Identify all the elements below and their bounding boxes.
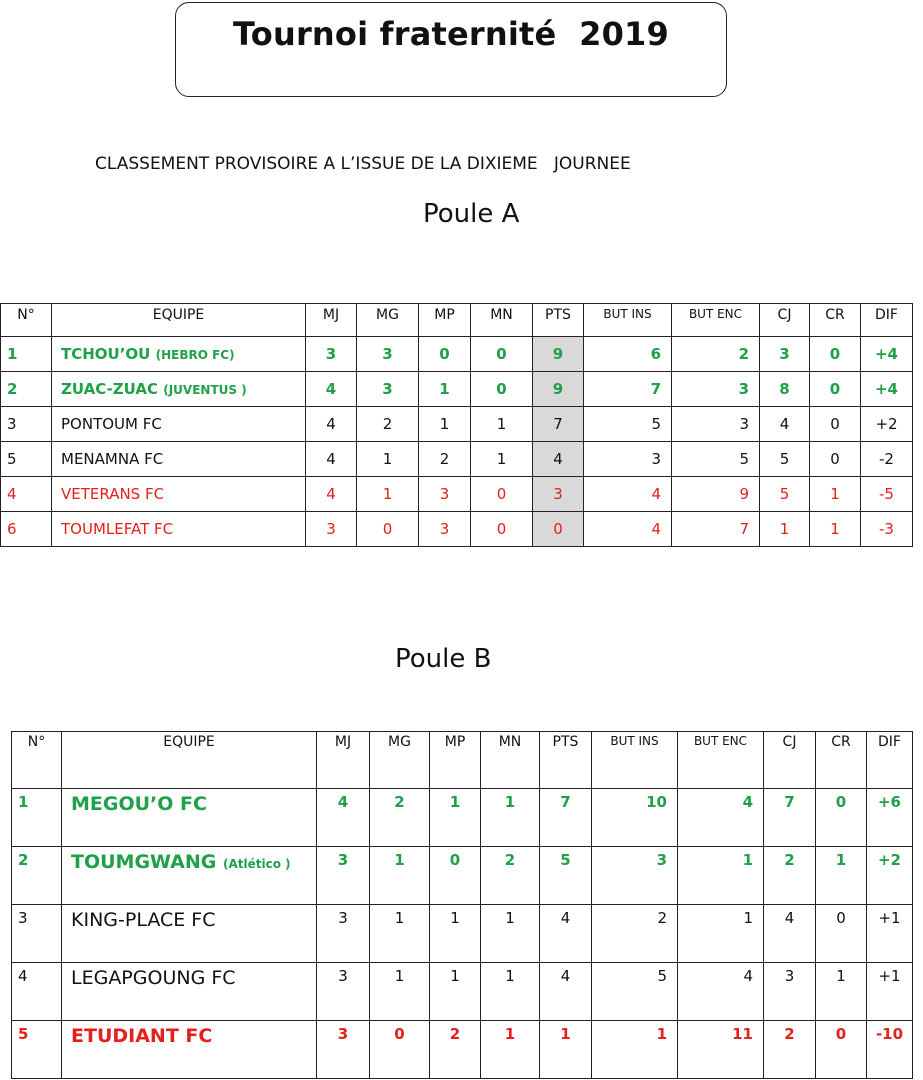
but-ins-cell: 1	[592, 1021, 678, 1079]
cj-cell: 3	[760, 337, 810, 372]
header-no: N°	[1, 304, 52, 337]
but-enc-cell: 4	[678, 963, 764, 1021]
cr-cell: 1	[810, 477, 861, 512]
team-name: VETERANS FC	[61, 485, 165, 503]
header-but-ins: BUT INS	[592, 732, 678, 789]
rank-cell: 3	[12, 905, 62, 963]
cj-cell: 2	[764, 1021, 816, 1079]
pts-cell: 0	[533, 512, 584, 547]
mn-cell: 0	[471, 477, 533, 512]
mg-cell: 1	[370, 963, 430, 1021]
team-name: TOUMGWANG	[71, 851, 217, 873]
but-ins-cell: 6	[584, 337, 672, 372]
header-cr: CR	[810, 304, 861, 337]
cj-cell: 1	[760, 512, 810, 547]
pts-cell: 9	[533, 372, 584, 407]
header-dif: DIF	[867, 732, 913, 789]
team-name: LEGAPGOUNG FC	[71, 967, 236, 989]
dif-cell: +4	[861, 372, 913, 407]
mn-cell: 1	[481, 905, 540, 963]
pool-a-table	[0, 303, 913, 547]
rank-cell: 2	[1, 372, 52, 407]
header-mp: MP	[419, 304, 471, 337]
but-ins-cell: 7	[584, 372, 672, 407]
mn-cell: 1	[471, 442, 533, 477]
header-pts: PTS	[533, 304, 584, 337]
mg-cell: 1	[370, 847, 430, 905]
mn-cell: 0	[471, 372, 533, 407]
dif-cell: -10	[867, 1021, 913, 1079]
team-cell	[62, 847, 317, 905]
header-mj: MJ	[306, 304, 357, 337]
pool-b-title: Poule B	[395, 644, 492, 674]
mj-cell: 4	[306, 372, 357, 407]
header-cj: CJ	[760, 304, 810, 337]
mj-cell: 3	[317, 847, 370, 905]
team-alias: (JUVENTUS )	[163, 383, 247, 397]
mp-cell: 1	[430, 963, 481, 1021]
table-row	[12, 905, 913, 963]
team-name: MEGOU’O FC	[71, 793, 207, 815]
mp-cell: 1	[430, 905, 481, 963]
ranking-subtitle: CLASSEMENT PROVISOIRE A L’ISSUE DE LA DIXIEME JOURNEE	[95, 154, 631, 174]
rank-cell: 4	[12, 963, 62, 1021]
mp-cell: 0	[430, 847, 481, 905]
but-enc-cell: 1	[678, 847, 764, 905]
pool-a-title: Poule A	[423, 199, 520, 229]
team-cell	[62, 963, 317, 1021]
team-name: TOUMLEFAT FC	[61, 520, 174, 538]
cr-cell: 1	[816, 963, 867, 1021]
dif-cell: -5	[861, 477, 913, 512]
but-enc-cell: 7	[672, 512, 760, 547]
mj-cell: 3	[317, 963, 370, 1021]
pts-cell: 3	[533, 477, 584, 512]
team-cell	[52, 477, 306, 512]
rank-cell: 4	[1, 477, 52, 512]
header-mj: MJ	[317, 732, 370, 789]
but-ins-cell: 2	[592, 905, 678, 963]
dif-cell: -2	[861, 442, 913, 477]
but-ins-cell: 10	[592, 789, 678, 847]
cr-cell: 0	[810, 442, 861, 477]
table-row	[12, 789, 913, 847]
but-ins-cell: 5	[592, 963, 678, 1021]
mj-cell: 3	[306, 512, 357, 547]
cr-cell: 0	[810, 407, 861, 442]
mp-cell: 3	[419, 477, 471, 512]
dif-cell: +4	[861, 337, 913, 372]
team-cell	[52, 442, 306, 477]
mj-cell: 3	[317, 1021, 370, 1079]
but-enc-cell: 9	[672, 477, 760, 512]
mn-cell: 1	[481, 1021, 540, 1079]
mn-cell: 2	[481, 847, 540, 905]
header-mg: MG	[370, 732, 430, 789]
team-name: TCHOU’OU	[61, 345, 151, 363]
mp-cell: 3	[419, 512, 471, 547]
header-mg: MG	[357, 304, 419, 337]
team-alias: (HEBRO FC)	[155, 348, 235, 362]
pool-b-header-row	[12, 732, 913, 789]
but-enc-cell: 4	[678, 789, 764, 847]
table-row	[1, 372, 913, 407]
dif-cell: +1	[867, 963, 913, 1021]
mn-cell: 0	[471, 512, 533, 547]
mg-cell: 2	[357, 407, 419, 442]
but-enc-cell: 2	[672, 337, 760, 372]
cj-cell: 5	[760, 477, 810, 512]
cr-cell: 0	[810, 372, 861, 407]
but-enc-cell: 11	[678, 1021, 764, 1079]
header-team: EQUIPE	[52, 304, 306, 337]
rank-cell: 1	[1, 337, 52, 372]
cj-cell: 7	[764, 789, 816, 847]
team-cell	[52, 512, 306, 547]
header-mp: MP	[430, 732, 481, 789]
cr-cell: 1	[816, 847, 867, 905]
pts-cell: 4	[540, 963, 592, 1021]
mg-cell: 0	[357, 512, 419, 547]
header-pts: PTS	[540, 732, 592, 789]
table-row	[12, 963, 913, 1021]
table-row	[1, 477, 913, 512]
mp-cell: 1	[419, 372, 471, 407]
cr-cell: 1	[810, 512, 861, 547]
team-name: ZUAC-ZUAC	[61, 380, 158, 398]
cr-cell: 0	[810, 337, 861, 372]
mg-cell: 3	[357, 372, 419, 407]
team-name: KING-PLACE FC	[71, 909, 216, 931]
but-ins-cell: 5	[584, 407, 672, 442]
document-title: Tournoi fraternité 2019	[233, 15, 669, 53]
pts-cell: 7	[533, 407, 584, 442]
dif-cell: -3	[861, 512, 913, 547]
header-no: N°	[12, 732, 62, 789]
but-ins-cell: 3	[584, 442, 672, 477]
but-enc-cell: 3	[672, 372, 760, 407]
mj-cell: 4	[306, 442, 357, 477]
header-mn: MN	[481, 732, 540, 789]
table-row	[12, 847, 913, 905]
rank-cell: 3	[1, 407, 52, 442]
pts-cell: 7	[540, 789, 592, 847]
cj-cell: 8	[760, 372, 810, 407]
rank-cell: 6	[1, 512, 52, 547]
team-name: ETUDIANT FC	[71, 1025, 213, 1047]
rank-cell: 1	[12, 789, 62, 847]
team-cell	[52, 337, 306, 372]
pts-cell: 4	[540, 905, 592, 963]
table-row	[1, 337, 913, 372]
mg-cell: 0	[370, 1021, 430, 1079]
title-box	[175, 2, 727, 97]
mj-cell: 4	[317, 789, 370, 847]
but-ins-cell: 4	[584, 477, 672, 512]
cj-cell: 3	[764, 963, 816, 1021]
table-row	[12, 1021, 913, 1079]
team-alias: (Atlético )	[222, 857, 291, 871]
pool-a-header-row	[1, 304, 913, 337]
team-cell	[62, 789, 317, 847]
table-row	[1, 407, 913, 442]
but-ins-cell: 3	[592, 847, 678, 905]
team-cell	[62, 905, 317, 963]
mg-cell: 1	[357, 477, 419, 512]
but-enc-cell: 3	[672, 407, 760, 442]
mp-cell: 0	[419, 337, 471, 372]
team-cell	[52, 372, 306, 407]
header-mn: MN	[471, 304, 533, 337]
pool-b-table	[11, 731, 913, 1079]
team-name: MENAMNA FC	[61, 450, 164, 468]
mn-cell: 1	[481, 963, 540, 1021]
team-cell	[52, 407, 306, 442]
mg-cell: 2	[370, 789, 430, 847]
cj-cell: 4	[764, 905, 816, 963]
dif-cell: +2	[867, 847, 913, 905]
mj-cell: 3	[306, 337, 357, 372]
mj-cell: 3	[317, 905, 370, 963]
table-row	[1, 442, 913, 477]
pts-cell: 5	[540, 847, 592, 905]
mp-cell: 2	[419, 442, 471, 477]
mn-cell: 1	[481, 789, 540, 847]
rank-cell: 2	[12, 847, 62, 905]
pts-cell: 4	[533, 442, 584, 477]
header-but-enc: BUT ENC	[678, 732, 764, 789]
mp-cell: 1	[430, 789, 481, 847]
cr-cell: 0	[816, 789, 867, 847]
dif-cell: +2	[861, 407, 913, 442]
mj-cell: 4	[306, 477, 357, 512]
mg-cell: 1	[370, 905, 430, 963]
mp-cell: 1	[419, 407, 471, 442]
pts-cell: 1	[540, 1021, 592, 1079]
but-enc-cell: 5	[672, 442, 760, 477]
header-but-enc: BUT ENC	[672, 304, 760, 337]
header-dif: DIF	[861, 304, 913, 337]
but-enc-cell: 1	[678, 905, 764, 963]
team-cell	[62, 1021, 317, 1079]
table-row	[1, 512, 913, 547]
header-but-ins: BUT INS	[584, 304, 672, 337]
pts-cell: 9	[533, 337, 584, 372]
mn-cell: 1	[471, 407, 533, 442]
team-name: PONTOUM FC	[61, 415, 162, 433]
mg-cell: 3	[357, 337, 419, 372]
header-cr: CR	[816, 732, 867, 789]
but-ins-cell: 4	[584, 512, 672, 547]
dif-cell: +1	[867, 905, 913, 963]
cr-cell: 0	[816, 1021, 867, 1079]
cr-cell: 0	[816, 905, 867, 963]
header-cj: CJ	[764, 732, 816, 789]
cj-cell: 2	[764, 847, 816, 905]
rank-cell: 5	[12, 1021, 62, 1079]
cj-cell: 5	[760, 442, 810, 477]
mj-cell: 4	[306, 407, 357, 442]
cj-cell: 4	[760, 407, 810, 442]
header-team: EQUIPE	[62, 732, 317, 789]
dif-cell: +6	[867, 789, 913, 847]
mg-cell: 1	[357, 442, 419, 477]
mn-cell: 0	[471, 337, 533, 372]
mp-cell: 2	[430, 1021, 481, 1079]
rank-cell: 5	[1, 442, 52, 477]
